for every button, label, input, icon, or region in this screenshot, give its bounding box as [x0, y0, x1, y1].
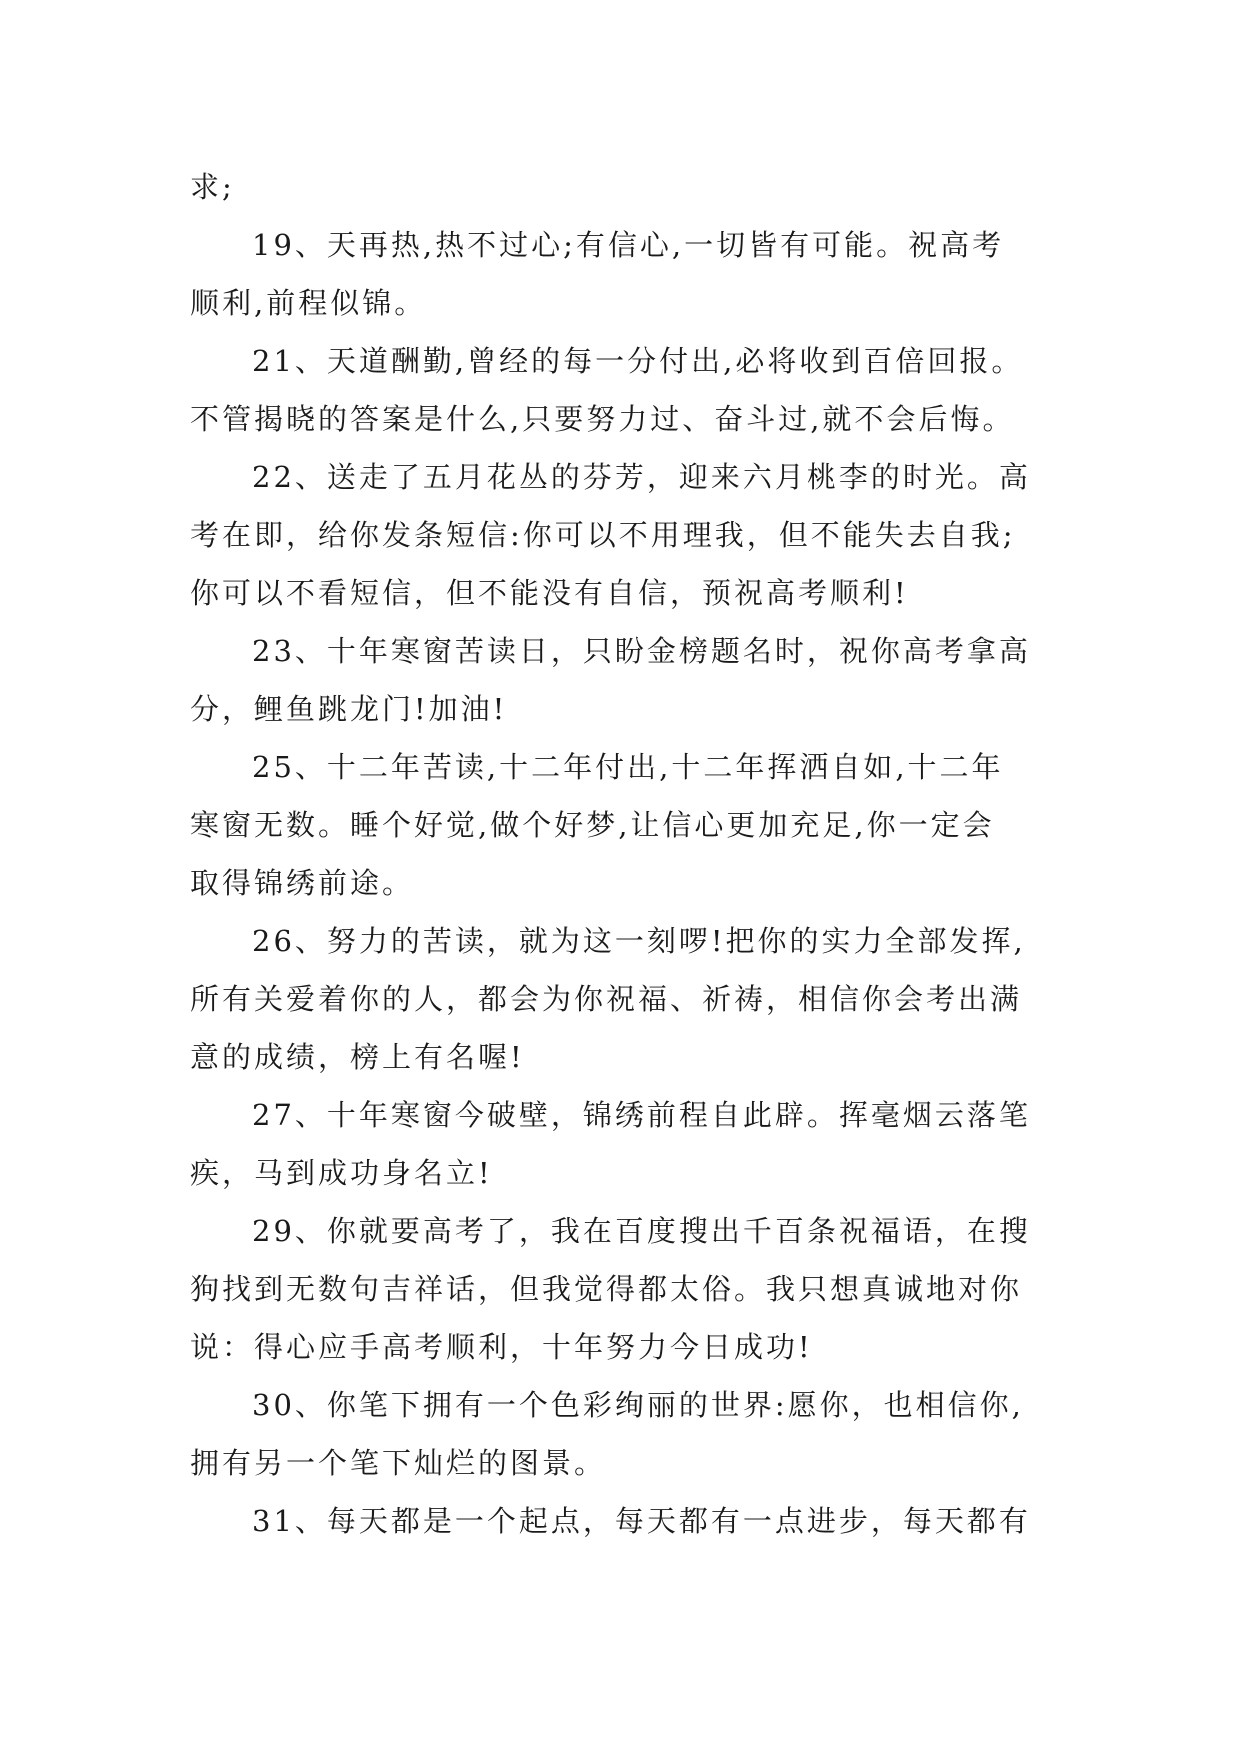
text-line: 23、十年寒窗苦读日，只盼金榜题名时，祝你高考拿高 — [252, 634, 1031, 668]
text-line: 25、十二年苦读,十二年付出,十二年挥洒自如,十二年 — [252, 750, 1004, 784]
text-line: 你可以不看短信，但不能没有自信，预祝高考顺利! — [190, 576, 909, 610]
text-line: 意的成绩，榜上有名喔! — [190, 1040, 525, 1074]
text-line: 顺利,前程似锦。 — [190, 286, 427, 320]
text-line: 26、努力的苦读，就为这一刻啰!把你的实力全部发挥, — [252, 924, 1026, 958]
text-line: 所有关爱着你的人，都会为你祝福、祈祷，相信你会考出满 — [190, 982, 1023, 1016]
text-line: 21、天道酬勤,曾经的每一分付出,必将收到百倍回报。 — [252, 344, 1024, 378]
text-line: 疾，马到成功身名立! — [190, 1156, 493, 1190]
text-line: 27、十年寒窗今破壁，锦绣前程自此辟。挥毫烟云落笔 — [252, 1098, 1031, 1132]
text-line: 取得锦绣前途。 — [190, 866, 415, 900]
text-line: 求; — [190, 170, 235, 204]
text-line: 31、每天都是一个起点，每天都有一点进步，每天都有 — [252, 1504, 1031, 1538]
text-line: 19、天再热,热不过心;有信心,一切皆有可能。祝高考 — [252, 228, 1005, 262]
text-line: 不管揭晓的答案是什么,只要努力过、奋斗过,就不会后悔。 — [190, 402, 1015, 436]
document-body — [190, 158, 1052, 1550]
text-line: 分，鲤鱼跳龙门!加油! — [190, 692, 508, 726]
text-line: 说：得心应手高考顺利，十年努力今日成功! — [190, 1330, 813, 1364]
text-line: 29、你就要高考了，我在百度搜出千百条祝福语，在搜 — [252, 1214, 1031, 1248]
text-line: 考在即，给你发条短信:你可以不用理我，但不能失去自我; — [190, 518, 1016, 552]
text-line: 寒窗无数。睡个好觉,做个好梦,让信心更加充足,你一定会 — [190, 808, 995, 842]
text-line: 拥有另一个笔下灿烂的图景。 — [190, 1446, 607, 1480]
text-line: 狗找到无数句吉祥话，但我觉得都太俗。我只想真诚地对你 — [190, 1272, 1023, 1306]
text-line: 22、送走了五月花丛的芬芳，迎来六月桃李的时光。高 — [252, 460, 1031, 494]
text-line: 30、你笔下拥有一个色彩绚丽的世界:愿你，也相信你, — [252, 1388, 1024, 1422]
